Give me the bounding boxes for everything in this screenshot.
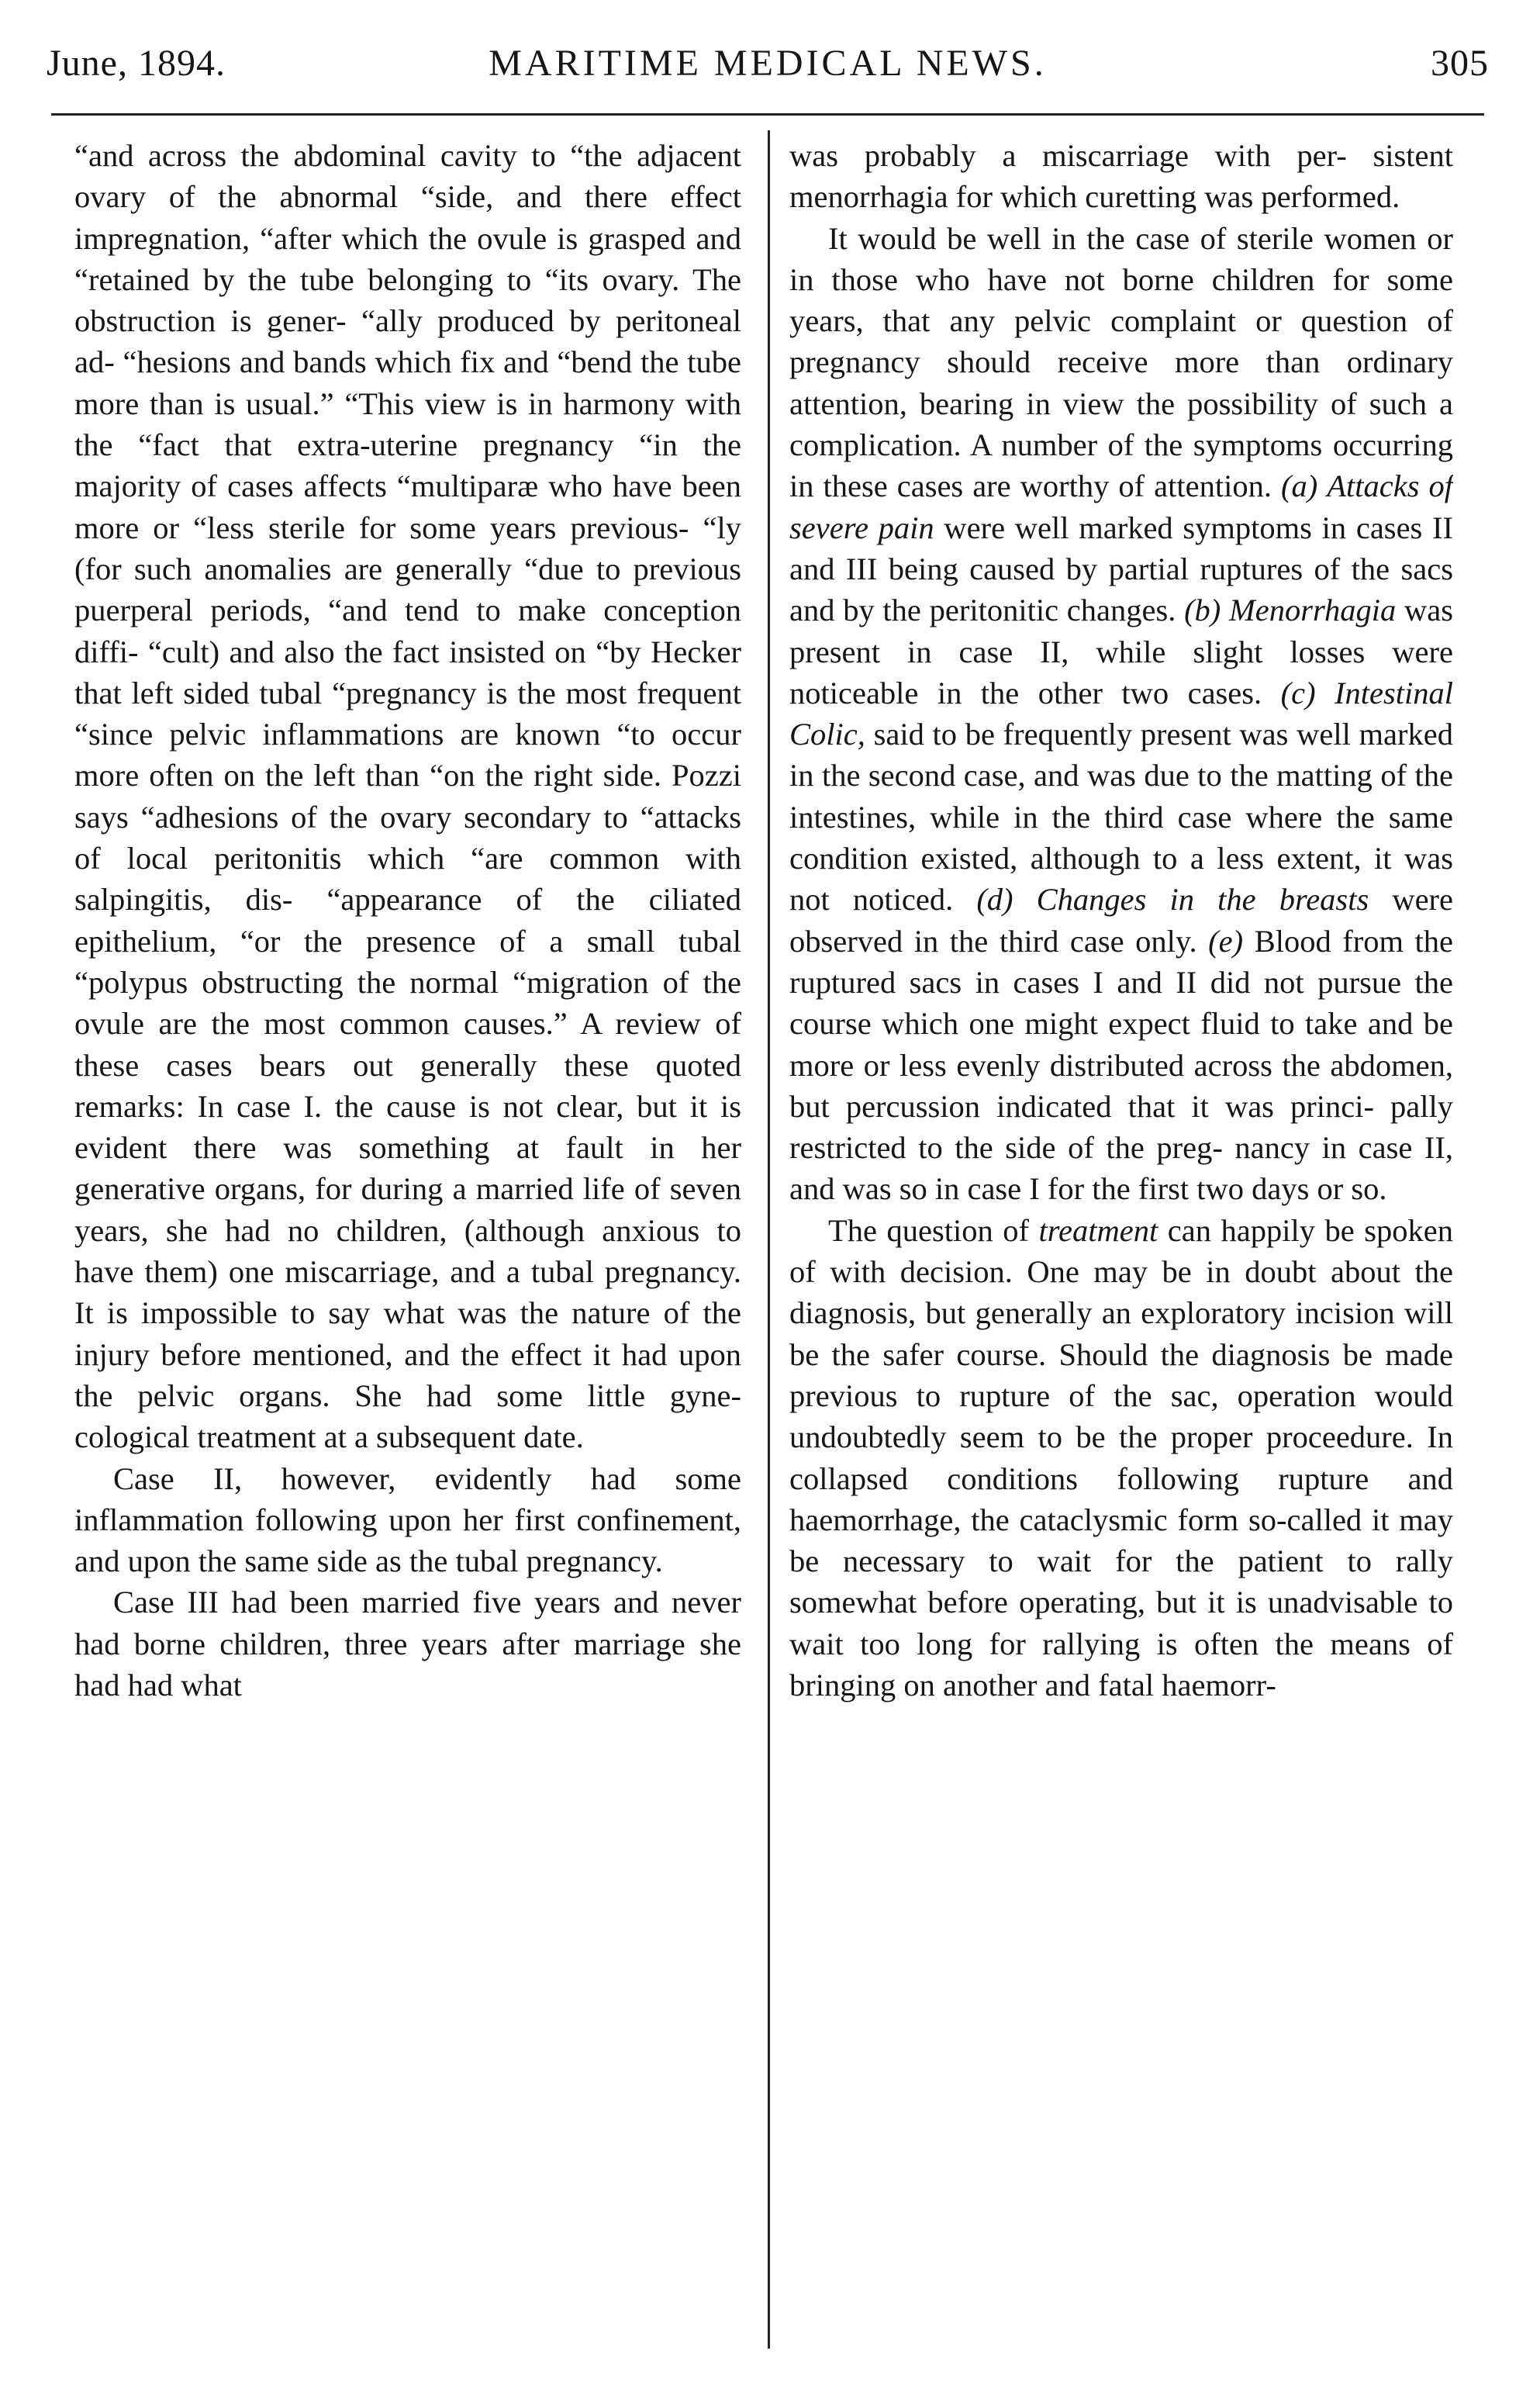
- right-paragraph-1: was probably a miscarriage with per- sistent menorrhagia for which curetting was performed.: [789, 138, 1453, 215]
- symptom-a-heading: Attacks of severe pain: [789, 468, 1453, 545]
- right-paragraph-2-text: It would be well in the case of sterile women or in those who have not borne children for some years, that any pelvic complaint or question of pregnancy should receive more than ordinary attention, bearing in view the possibility of such a complication. A number of the symptoms occurring in these cases are worthy of attention.: [789, 220, 1453, 504]
- left-column: [74, 135, 741, 2353]
- symptom-d-heading: Changes in the breasts: [1036, 882, 1369, 918]
- treatment-intro: The question of: [828, 1212, 1029, 1248]
- right-paragraph-2: [789, 218, 1453, 1210]
- symptom-c: [789, 676, 1453, 917]
- left-paragraph-1: “and across the abdominal cavity to “the adjacent ovary of the abnormal “side, and there effect impregnation, “after which the ovule is grasped and “retained by the tube belonging to “its ovary. The obstruction is gener- “ally produced by peritoneal ad- “hesions and bands which fix and “bend the tube more than is usual.” “This view is in harmony with the “fact that extra-uterine pregnancy “in the majority of cases affects “multiparæ who have been more or “less sterile for some years previous- “ly (for such anomalies are generally “due to previous puerperal periods, “and tend to make conception diffi- “cult) and also the fact insisted on “by Hecker that left sided tubal “pregnancy is the most frequent “since pelvic inflammations are known “to occur more often on the left than “on the right side. Pozzi says “adhesions of the ovary secondary to “attacks of local peritonitis which “are common with salpingitis, dis- “appearance of the ciliated epithelium, “or the presence of a small tubal “polypus obstructing the normal “migration of the ovule are the most common causes.” A review of these cases bears out generally these quoted remarks: In case I. the cause is not clear, but it is evident there was something at fault in her generative organs, for during a married life of seven years, she had no children, (although anxious to have them) one miscarriage, and a tubal pregnancy. It is impossible to say what was the nature of the injury before mentioned, and the effect it had upon the pelvic organs. She had some little gyne- cological treatment at a subsequent date.: [74, 138, 741, 1455]
- symptom-e-text: Blood from the ruptured sacs in cases I and II did not pursue the course which one might expect fluid to take and be more or less evenly distributed across the abdomen, but percussion indicated that it was princi- pally restricted to the side of the preg- nancy in case II, and was so in case I for the first two days or so.: [789, 923, 1453, 1207]
- page-number: 305: [1431, 43, 1489, 84]
- treatment-text: can happily be spoken of with decision. One may be in doubt about the diagnosis, but generally an exploratory incision will be the safer course. Should the diagnosis be made previous to rupture of the sac, operation would undoubtedly seem to be the proper proceedure. In collapsed conditions following rupture and haemorrhage, the cataclysmic form so-called it may be necessary to wait for the patient to rally somewhat before operating, but it is unadvisable to wait too long for rallying is often the means of bringing on another and fatal haemorr-: [789, 1212, 1453, 1702]
- symptom-b-text: was present in case II, while slight losses were noticeable in the other two cases.: [789, 593, 1453, 710]
- symptom-e: [789, 924, 1453, 1207]
- right-column: [789, 135, 1453, 2353]
- left-paragraph-3: Case III had been married five years and never had borne children, three years after marriage she had had what: [74, 1585, 741, 1702]
- symptom-c-heading: Intestinal Colic,: [789, 675, 1453, 752]
- symptom-e-label: (e): [1208, 923, 1244, 959]
- symptom-b-heading: Menorrhagia: [1229, 593, 1397, 628]
- symptom-a-label: (a): [1281, 468, 1318, 504]
- treatment-term: treatment: [1038, 1212, 1158, 1248]
- journal-title: MARITIME MEDICAL NEWS.: [489, 43, 1047, 84]
- right-paragraph-3: [789, 1210, 1453, 1706]
- symptom-c-label: (c): [1280, 675, 1316, 710]
- symptom-c-text: said to be frequently present was well marked in the second case, and was due to the matting of the intestines, while in the third case where the same condition existed, although to a less extent, it was not noticed.: [789, 717, 1453, 918]
- left-paragraph-2: Case II, however, evidently had some inflammation following upon her first confinement, and upon the same side as the tubal pregnancy.: [74, 1460, 741, 1579]
- column-divider: [768, 130, 770, 2349]
- symptom-d-label: (d): [976, 882, 1013, 918]
- symptom-b-label: (b): [1184, 593, 1221, 628]
- header-date: June, 1894.: [47, 43, 226, 84]
- symptom-a-text: were well marked symptoms in cases II and III being caused by partial ruptures of the sacs and by the peritonitic changes.: [789, 510, 1453, 628]
- running-header: [47, 33, 1489, 95]
- header-rule: [51, 113, 1484, 116]
- symptom-d-text: were observed in the third case only.: [789, 882, 1453, 959]
